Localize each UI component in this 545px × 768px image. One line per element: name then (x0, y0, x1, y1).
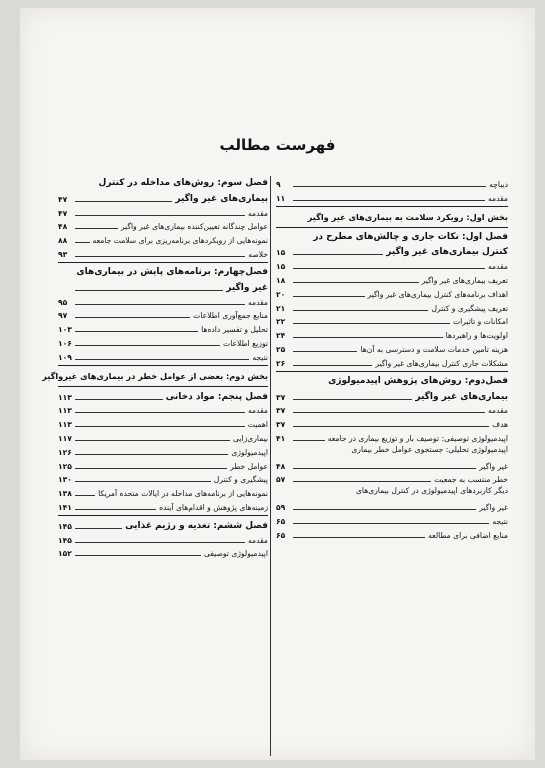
leader-line (75, 542, 245, 543)
toc-entry (276, 472, 508, 486)
toc-entry (276, 416, 508, 430)
page-number: ۱۵ (276, 248, 286, 258)
page-number: ۱۴۵ (58, 535, 72, 545)
toc-entry (276, 300, 508, 314)
toc-entry (276, 430, 508, 444)
leader-line (293, 351, 357, 352)
section-rule (276, 371, 508, 372)
entry-title: خلاصه (248, 249, 268, 259)
leader-line (75, 359, 249, 360)
page-number: ۱۳۸ (58, 489, 72, 499)
leader-line (293, 268, 485, 269)
entry-title: نتیجه (492, 516, 508, 526)
entry-title: فصل پنجم: مواد دخانی (165, 391, 268, 402)
entry-title: اهداف برنامه‌های کنترل بیماری‌های غیر واگیر (367, 289, 508, 299)
entry-title: تحلیل و تفسیر داده‌ها (201, 325, 268, 335)
entry-title: اهمیت (247, 420, 268, 430)
leader-line (293, 323, 450, 324)
page-number: ۹۳ (58, 249, 68, 259)
page-number: ۲۲ (276, 317, 286, 327)
leader-line (75, 290, 223, 291)
chapter-heading-entry (58, 518, 268, 532)
entry-title: غیر واگیر (226, 282, 268, 293)
chapter-heading-line: فصل اول: نکات جاری و چالش‌های مطرح در (313, 231, 508, 242)
toc-entry (58, 205, 268, 219)
entry-title: غیر واگیر (479, 502, 508, 512)
page-number: ۱۱۳ (58, 392, 72, 402)
toc-entry (276, 258, 508, 272)
page-number: ۲۰ (276, 289, 286, 299)
entry-title: نمونه‌هایی از رویکردهای برنامه‌ریزی برای سلامت جامعه (92, 236, 268, 246)
page-number: ۵۷ (276, 475, 286, 485)
page-number: ۱۲۶ (58, 447, 72, 457)
leader-line (75, 426, 245, 427)
leader-line (75, 228, 118, 229)
toc-entry (276, 355, 508, 369)
section-rule (58, 365, 268, 366)
book-page (20, 8, 535, 760)
entry-title: مقدمه (247, 297, 268, 307)
leader-line (293, 468, 476, 469)
entry-title: پیشگیری و کنترل (213, 475, 268, 485)
entry-title: خطر منتسب به جمعیت (434, 475, 508, 485)
entry-title: بیماری‌های غیر واگیر (175, 193, 268, 204)
entry-title: عوامل چندگانه تعیین‌کننده بیماری‌های غیر واگیر (120, 222, 268, 232)
entry-title: منابع اضافی برای مطالعه (428, 530, 508, 540)
toc-entry (276, 314, 508, 328)
page-title: فهرست مطالب (219, 136, 336, 154)
entry-title: اپیدمیولوژی توصیفی: توصیف بار و توزیع بیماری در جامعه (327, 433, 508, 443)
leader-line (293, 186, 486, 187)
page-number: ۳۷ (276, 392, 286, 402)
page-number: ۱۵ (276, 262, 286, 272)
page-number: ۵۹ (276, 502, 286, 512)
page-number: ۱۲۵ (58, 461, 72, 471)
toc-entry (276, 341, 508, 355)
toc-entry (58, 444, 268, 458)
page-number: ۳۷ (276, 420, 286, 430)
toc-entry (276, 176, 508, 190)
entry-title: اولویت‌ها و راهبردها (445, 331, 508, 341)
page-number: ۴۷ (58, 194, 68, 204)
toc-left-column (42, 176, 268, 559)
entry-title: نتیجه (252, 352, 268, 362)
leader-line (293, 254, 383, 255)
toc-entry (276, 190, 508, 204)
toc-entry (58, 532, 268, 546)
leader-line (293, 282, 419, 283)
leader-line (293, 481, 431, 482)
chapter-heading-line: فصل‌چهارم: برنامه‌های پایش در بیماری‌های (76, 266, 268, 277)
leader-line (293, 337, 443, 338)
page-number: ۶۵ (276, 530, 286, 540)
entry-title: عوامل خطر (230, 461, 268, 471)
page-number: ۹۵ (58, 297, 68, 307)
page-number: ۹ (276, 179, 281, 189)
entry-title: مقدمه (487, 193, 508, 203)
toc-entry (276, 403, 508, 417)
chapter-heading-entry (58, 191, 268, 205)
toc-entry (276, 499, 508, 513)
page-number: ۸۸ (58, 236, 68, 246)
entry-title: مقدمه (487, 262, 508, 272)
toc-entry (276, 327, 508, 341)
toc-entry (58, 403, 268, 417)
leader-line (293, 509, 476, 510)
leader-line (293, 296, 365, 297)
chapter-heading-line: فصل سوم: روش‌های مداخله در کنترل (98, 178, 268, 188)
toc-entry (276, 527, 508, 541)
leader-line (293, 412, 485, 413)
leader-line (75, 215, 245, 216)
entry-title: امکانات و تاثیرات (452, 317, 508, 327)
page-number: ۲۱ (276, 303, 286, 313)
toc-entry (58, 546, 268, 560)
entry-title: هزینه تامین خدمات سلامت و دسترسی به آن‌ها (360, 344, 508, 354)
entry-title: تعریف بیماری‌های غیر واگیر (421, 275, 508, 285)
page-number: ۴۷ (58, 208, 68, 218)
leader-line (75, 399, 163, 400)
page-number: ۶۵ (276, 516, 286, 526)
page-number: ۱۰۳ (58, 325, 72, 335)
entry-title: منابع جمع‌آوری اطلاعات (193, 311, 268, 321)
entry-title: مقدمه (247, 208, 268, 218)
leader-line (293, 310, 428, 311)
section-rule (58, 386, 268, 387)
entry-title: کنترل بیماری‌های غیر واگیر (386, 247, 508, 258)
entry-title: دیباچه (489, 179, 508, 189)
page-number: ۹۷ (58, 311, 68, 321)
leader-line (293, 426, 489, 427)
page-number: ۱۱۳ (58, 406, 72, 416)
entry-title: نمونه‌هایی از برنامه‌های مداخله در ایالات متحده آمریکا (98, 489, 268, 499)
leader-line (75, 454, 228, 455)
toc-entry (58, 246, 268, 260)
entry-title: بیماری‌زایی (233, 433, 268, 443)
entry-title: تعریف پیشگیری و کنترل (431, 303, 508, 313)
toc-entry (58, 472, 268, 486)
toc-entry (276, 286, 508, 300)
page-number: ۱۸ (276, 275, 286, 285)
toc-entry-line: دیگر کاربردهای اپیدمیولوژی در کنترل بیماری‌های (355, 486, 508, 496)
leader-line (75, 412, 245, 413)
toc-right-column (276, 176, 508, 541)
part-heading: بخش اول: رویکرد سلامت به بیماری‌های غیر واگیر (307, 211, 508, 222)
chapter-heading-line: فصل‌دوم: روش‌های پژوهش اپیدمیولوژی (328, 375, 508, 386)
toc-entry (58, 294, 268, 308)
page-number: ۱۱ (276, 193, 286, 203)
toc-entry (276, 458, 508, 472)
page-number: ۲۴ (276, 331, 286, 341)
leader-line (75, 440, 230, 441)
toc-entry (58, 458, 268, 472)
leader-line (75, 317, 190, 318)
page-number: ۱۱۳ (58, 420, 72, 430)
toc-entry (58, 485, 268, 499)
page-number: ۱۵۲ (58, 549, 72, 559)
entry-title: مقدمه (247, 406, 268, 416)
chapter-heading-entry (58, 389, 268, 403)
leader-line (293, 523, 489, 524)
page-number: ۴۸ (58, 222, 68, 232)
toc-entry (276, 513, 508, 527)
leader-line (293, 365, 372, 366)
entry-title: غیر واگیر (479, 461, 508, 471)
leader-line (75, 345, 220, 346)
page-number: ۱۰۶ (58, 338, 72, 348)
entry-title: مقدمه (487, 406, 508, 416)
part-heading: بخش دوم: بعضی از عوامل خطر در بیماری‌های غیرواگیر (42, 370, 268, 381)
entry-title: زمینه‌های پژوهش و اقدام‌های آینده (159, 502, 268, 512)
entry-title: هدف (492, 420, 508, 430)
section-rule (276, 206, 508, 207)
section-rule (58, 515, 268, 516)
toc-entry-line: اپیدمیولوژی تحلیلی: جستجوی عوامل خطر بیماری (351, 444, 508, 454)
entry-title: اپیدمیولوژی (231, 447, 268, 457)
leader-line (293, 440, 325, 441)
toc-entry (58, 308, 268, 322)
leader-line (75, 256, 245, 257)
chapter-heading-entry (276, 389, 508, 403)
page-number: ۱۰۹ (58, 352, 72, 362)
leader-line (75, 242, 90, 243)
entry-title: توزیع اطلاعات (223, 338, 268, 348)
leader-line (75, 331, 198, 332)
leader-line (293, 537, 425, 538)
entry-title: فصل ششم: تغذیه و رژیم غذایی (125, 520, 268, 531)
section-rule (58, 262, 268, 263)
toc-entry (58, 335, 268, 349)
entry-title: مقدمه (247, 535, 268, 545)
section-rule (276, 227, 508, 228)
page-number: ۳۷ (276, 406, 286, 416)
page-number: ۴۸ (276, 461, 286, 471)
toc-entry (58, 416, 268, 430)
page-number: ۴۱ (276, 433, 286, 443)
column-divider (270, 176, 271, 756)
toc-entry (58, 219, 268, 233)
toc-entry (276, 272, 508, 286)
page-number: ۲۵ (276, 344, 286, 354)
page-number: ۱۴۱ (58, 502, 72, 512)
entry-title: مشکلات جاری کنترل بیماری‌های غیر واگیر (375, 358, 508, 368)
leader-line (293, 399, 412, 400)
leader-line (75, 201, 172, 202)
page-number: ۱۴۵ (58, 521, 72, 531)
leader-line (75, 468, 227, 469)
entry-title: اپیدمیولوژی توصیفی (204, 549, 268, 559)
leader-line (75, 528, 122, 529)
leader-line (75, 481, 211, 482)
chapter-heading-entry (276, 245, 508, 259)
entry-title: بیماری‌های غیر واگیر (415, 391, 508, 402)
leader-line (75, 304, 245, 305)
leader-line (75, 509, 156, 510)
chapter-heading-entry (58, 280, 268, 294)
toc-entry (58, 499, 268, 513)
leader-line (293, 200, 485, 201)
page-number: ۱۱۷ (58, 433, 72, 443)
toc-entry (58, 349, 268, 363)
toc-entry (58, 321, 268, 335)
toc-entry (58, 430, 268, 444)
page-number: ۲۶ (276, 358, 286, 368)
leader-line (75, 495, 95, 496)
leader-line (75, 555, 201, 556)
page-number: ۱۳۰ (58, 475, 72, 485)
toc-entry (58, 232, 268, 246)
